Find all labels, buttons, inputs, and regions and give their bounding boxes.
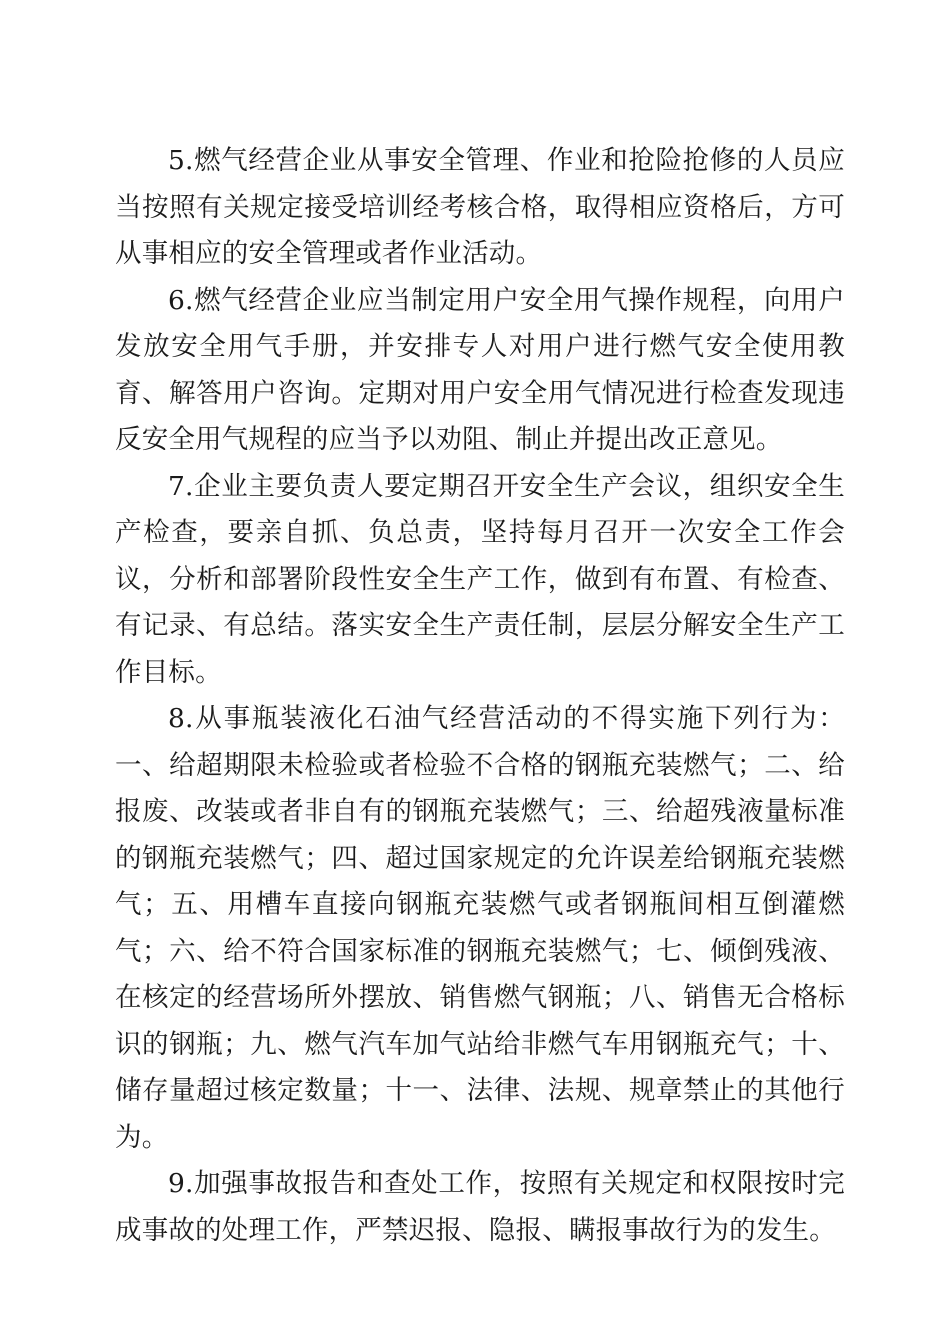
paragraph-item-6: 6.燃气经营企业应当制定用户安全用气操作规程，向用户发放安全用气手册，并安排专人对用户进行燃气安全使用教育、解答用户咨询。定期对用户安全用气情况进行检查发现违反安全用气规程的应当予以劝阻、制止并提出改正意见。 xyxy=(115,284,845,455)
paragraph-item-9: 9.加强事故报告和查处工作，按照有关规定和权限按时完成事故的处理工作，严禁迟报、隐报、瞒报事故行为的发生。 xyxy=(115,1168,845,1246)
paragraph-item-7: 7.企业主要负责人要定期召开安全生产会议，组织安全生产检查，要亲自抓、负总责，坚持每月召开一次安全工作会议，分析和部署阶段性安全生产工作，做到有布置、有检查、有记录、有总结。落实安全生产责任制，层层分解安全生产工作目标。 xyxy=(115,470,845,688)
paragraph-item-5: 5.燃气经营企业从事安全管理、作业和抢险抢修的人员应当按照有关规定接受培训经考核合格，取得相应资格后，方可从事相应的安全管理或者作业活动。 xyxy=(115,145,845,269)
paragraph-item-8: 8.从事瓶装液化石油气经营活动的不得实施下列行为：一、给超期限未检验或者检验不合格的钢瓶充装燃气；二、给报废、改装或者非自有的钢瓶充装燃气；三、给超残液量标准的钢瓶充装燃气；四、超过国家规定的允许误差给钢瓶充装燃气；五、用槽车直接向钢瓶充装燃气或者钢瓶间相互倒灌燃气；六、给不符合国家标准的钢瓶充装燃气；七、倾倒残液、在核定的经营场所外摆放、销售燃气钢瓶；八、销售无合格标识的钢瓶；九、燃气汽车加气站给非燃气车用钢瓶充气；十、储存量超过核定数量；十一、法律、法规、规章禁止的其他行为。 xyxy=(115,703,845,1153)
document-body xyxy=(115,138,845,1254)
